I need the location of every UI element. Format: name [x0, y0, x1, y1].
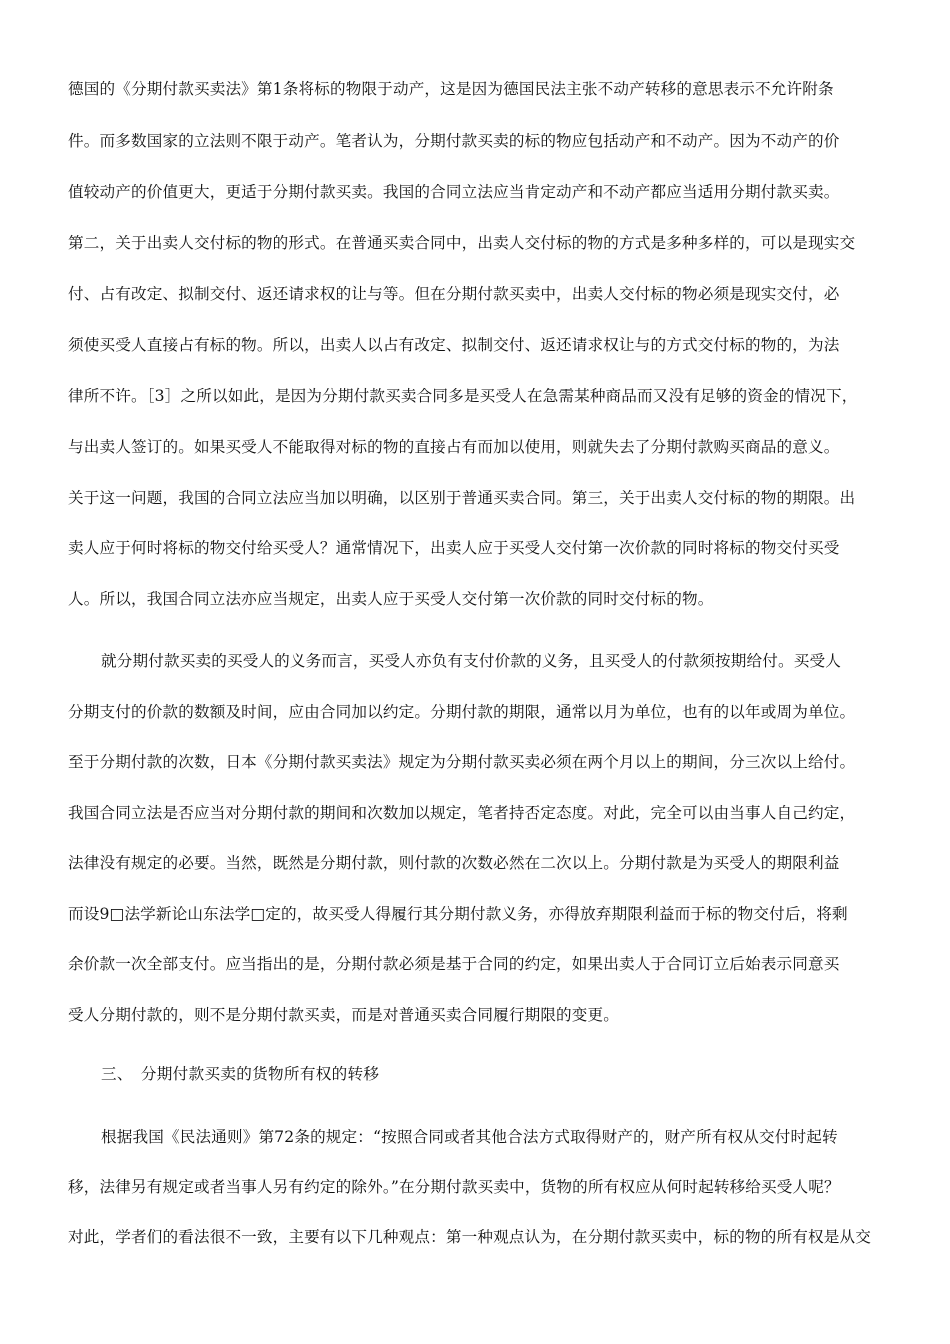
section-heading: 三、 分期付款买卖的货物所有权的转移	[101, 1065, 380, 1083]
text-line: 移，法律另有规定或者当事人另有约定的除外。”在分期付款买卖中，货物的所有权应从何时起转移给买受人呢？	[68, 1178, 840, 1196]
text-line: 与出卖人签订的。如果买受人不能取得对标的物的直接占有而加以使用，则就失去了分期付款购买商品的意义。	[68, 438, 840, 456]
text-line: 而设9□法学新论山东法学□定的，故买受人得履行其分期付款义务，亦得放弃期限利益而于标的物交付后，将剩	[68, 905, 848, 923]
text-line: 余价款一次全部支付。应当指出的是，分期付款必须是基于合同的约定，如果出卖人于合同订立后始表示同意买	[68, 955, 840, 973]
text-line: 对此，学者们的看法很不一致，主要有以下几种观点：第一种观点认为，在分期付款买卖中，标的物的所有权是从交	[68, 1228, 871, 1246]
text-line: 我国合同立法是否应当对分期付款的期间和次数加以规定，笔者持否定态度。对此，完全可以由当事人自己约定，	[68, 804, 856, 822]
text-line: 关于这一问题，我国的合同立法应当加以明确，以区别于普通买卖合同。第三，关于出卖人交付标的物的期限。出	[68, 489, 856, 507]
text-line: 分期支付的价款的数额及时间，应由合同加以约定。分期付款的期限，通常以月为单位，也有的以年或周为单位。	[68, 703, 856, 721]
text-line: 法律没有规定的必要。当然，既然是分期付款，则付款的次数必然在二次以上。分期付款是为买受人的期限利益	[68, 854, 840, 872]
text-line: 人。所以，我国合同立法亦应当规定，出卖人应于买受人交付第一次价款的同时交付标的物。	[68, 590, 714, 608]
text-line: 德国的《分期付款买卖法》第1条将标的物限于动产，这是因为德国民法主张不动产转移的意思表示不允许附条	[68, 80, 834, 98]
text-line: 至于分期付款的次数，日本《分期付款买卖法》规定为分期付款买卖必须在两个月以上的期间，分三次以上给付。	[68, 753, 856, 771]
text-line: 受人分期付款的，则不是分期付款买卖，而是对普通买卖合同履行期限的变更。	[68, 1006, 620, 1024]
text-line: 第二，关于出卖人交付标的物的形式。在普通买卖合同中，出卖人交付标的物的方式是多种多样的，可以是现实交	[68, 234, 856, 252]
text-line: 付、占有改定、拟制交付、返还请求权的让与等。但在分期付款买卖中，出卖人交付标的物必须是现实交付，必	[68, 285, 840, 303]
text-line: 律所不许。［3］之所以如此，是因为分期付款买卖合同多是买受人在急需某种商品而又没有足够的资金的情况下，	[68, 387, 858, 405]
text-line: 值较动产的价值更大，更适于分期付款买卖。我国的合同立法应当肯定动产和不动产都应当适用分期付款买卖。	[68, 183, 840, 201]
text-line: 就分期付款买卖的买受人的义务而言，买受人亦负有支付价款的义务，且买受人的付款须按期给付。买受人	[101, 652, 841, 670]
text-line: 须使买受人直接占有标的物。所以，出卖人以占有改定、拟制交付、返还请求权让与的方式交付标的物的，为法	[68, 336, 840, 354]
text-line: 件。而多数国家的立法则不限于动产。笔者认为，分期付款买卖的标的物应包括动产和不动产。因为不动产的价	[68, 132, 840, 150]
text-line: 卖人应于何时将标的物交付给买受人？通常情况下，出卖人应于买受人交付第一次价款的同时将标的物交付买受	[68, 539, 840, 557]
text-line: 根据我国《民法通则》第72条的规定：“按照合同或者其他合法方式取得财产的，财产所有权从交付时起转	[101, 1128, 838, 1146]
